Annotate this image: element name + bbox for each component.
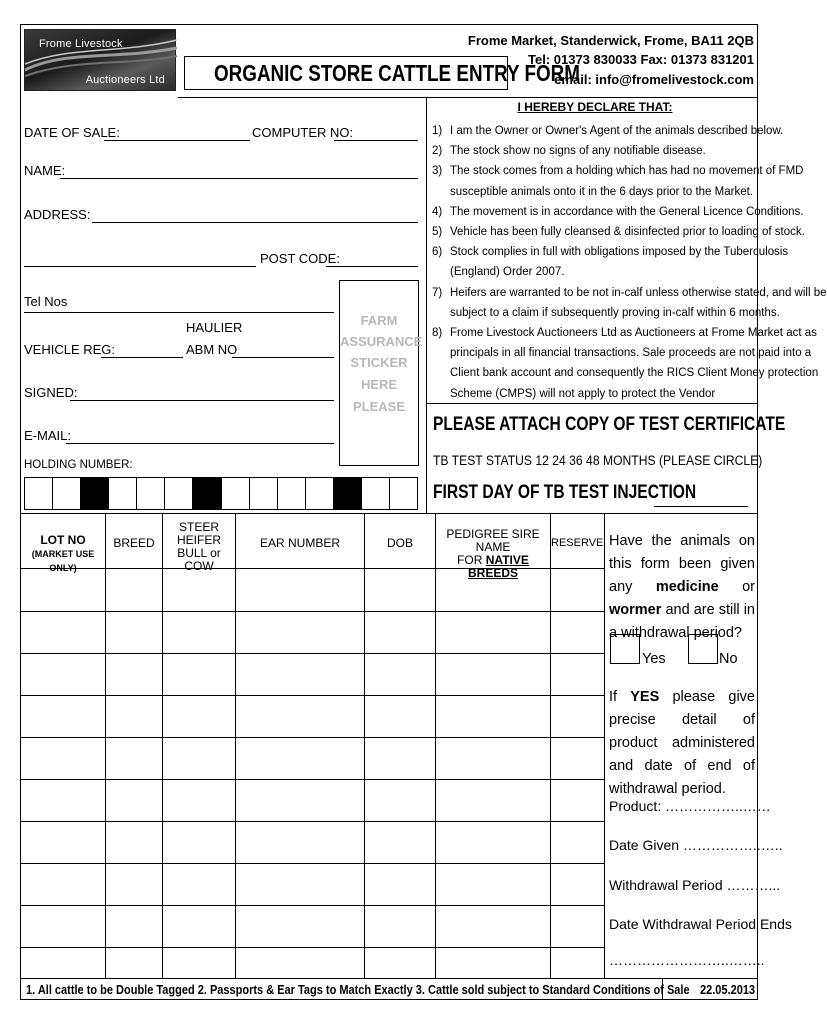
if-word: If xyxy=(609,689,631,705)
no-label: No xyxy=(719,651,738,667)
table-row-line xyxy=(20,821,604,822)
holding-separator xyxy=(81,478,109,509)
declaration-item xyxy=(432,141,758,161)
company-logo xyxy=(24,29,176,91)
col-sex-heifer: HEIFER xyxy=(176,533,221,547)
market-phone: Tel: 01373 830033 Fax: 01373 831201 xyxy=(528,52,754,67)
medicine-q2: and are still in a withdrawal period? xyxy=(609,602,755,641)
sticker-line: PLEASE xyxy=(352,399,405,414)
declaration-item xyxy=(432,343,812,363)
email-label: E-MAIL: xyxy=(24,428,71,443)
holding-digit-box[interactable] xyxy=(250,478,278,509)
date-given-field[interactable]: Date Given ……………..….. xyxy=(609,837,783,853)
date-of-sale-label: DATE OF SALE: xyxy=(24,125,120,140)
table-column-line xyxy=(235,513,236,978)
column-divider xyxy=(426,97,427,513)
haulier-label: HAULIER xyxy=(186,320,243,335)
holding-digit-box[interactable] xyxy=(222,478,250,509)
table-row-line xyxy=(20,737,604,738)
first-day-tb-injection-label: FIRST DAY OF TB TEST INJECTION xyxy=(433,482,697,503)
email-field[interactable] xyxy=(66,443,334,444)
yes-label: Yes xyxy=(642,651,666,667)
name-field[interactable] xyxy=(60,178,418,179)
declaration-item-text: Client bank account and consequently the RICS Client Money protection xyxy=(450,367,819,380)
declaration-item-text: The stock show no signs of any notifiable disease. xyxy=(450,145,706,158)
declaration-item-text: Frome Livestock Auctioneers Ltd as Auctioneers at Frome Market act as xyxy=(450,327,817,340)
holding-digit-box[interactable] xyxy=(109,478,137,509)
if-yes-instructions xyxy=(609,686,755,801)
market-email: email: info@fromelivestock.com xyxy=(554,72,754,87)
table-column-line xyxy=(435,513,436,978)
col-pedigree-line1: PEDIGREE SIRE NAME xyxy=(446,527,540,554)
declaration-item-text: subject to a claim if subsequently proving in-calf within 6 months. xyxy=(450,306,780,319)
declaration-item xyxy=(432,283,827,303)
holding-digit-box[interactable] xyxy=(137,478,165,509)
table-row-line xyxy=(20,653,604,654)
table-row-line xyxy=(20,779,604,780)
table-column-line xyxy=(550,513,551,978)
medicine-question xyxy=(609,530,755,645)
declaration-item-number: 6) xyxy=(432,246,443,259)
col-pedigree-for: FOR xyxy=(457,553,486,567)
declaration-item xyxy=(432,121,784,141)
sticker-line: HERE xyxy=(360,377,398,392)
declaration-item xyxy=(432,202,804,222)
declaration-list xyxy=(432,121,827,404)
holding-digit-box[interactable] xyxy=(165,478,193,509)
holding-digit-box[interactable] xyxy=(53,478,81,509)
address-field[interactable] xyxy=(92,222,418,223)
declaration-item-number: 1) xyxy=(432,125,443,137)
footer-divider xyxy=(20,978,758,979)
date-of-sale-field[interactable] xyxy=(104,140,250,141)
footer-notes: 1. All cattle to be Double Tagged 2. Passports & Ear Tags to Match Exactly 3. Cattle sold subject to Standard Conditions of Sale xyxy=(26,983,690,997)
product-field[interactable]: Product: ……………..…… xyxy=(609,798,771,814)
declaration-item-number: 5) xyxy=(432,226,443,239)
declaration-item xyxy=(432,323,817,343)
declaration-heading: I HEREBY DECLARE THAT: xyxy=(517,100,673,114)
vehicle-reg-field[interactable] xyxy=(101,357,183,358)
computer-no-field[interactable] xyxy=(334,140,418,141)
table-row-line xyxy=(20,947,604,948)
holding-digit-box[interactable] xyxy=(390,478,417,509)
header-divider xyxy=(178,97,758,98)
col-sex-steer: STEER xyxy=(178,520,219,534)
declaration-item xyxy=(432,262,758,282)
logo-line1: Frome Livestock xyxy=(39,38,123,50)
table-column-line xyxy=(604,513,605,978)
holding-number-boxes xyxy=(24,477,418,510)
declaration-item-number: 3) xyxy=(432,165,443,178)
medicine-q1: Have the animals on this form been given any xyxy=(609,533,755,595)
date-withdrawal-ends-label: Date Withdrawal Period Ends xyxy=(609,916,792,932)
holding-digit-box[interactable] xyxy=(362,478,390,509)
signed-label: SIGNED: xyxy=(24,385,78,400)
table-column-line xyxy=(105,513,106,978)
sticker-line: STICKER xyxy=(350,355,408,370)
vehicle-reg-label: VEHICLE REG: xyxy=(24,342,116,357)
table-row-line xyxy=(20,863,604,864)
withdrawal-period-field[interactable]: Withdrawal Period ………... xyxy=(609,877,781,893)
declaration-item-text: (England) Order 2007. xyxy=(450,266,565,279)
declaration-item-text: Heifers are warranted to be not in-calf unless otherwise stated, and will be xyxy=(450,286,827,299)
address-line2-field[interactable] xyxy=(24,266,256,267)
declaration-item-text: Vehicle has been fully cleansed & disinfected prior to loading of stock. xyxy=(450,226,805,239)
if-yes-rest: please give precise detail of product administered and date of end of withdrawal period. xyxy=(609,689,755,797)
title-box xyxy=(184,56,581,90)
col-pedigree-native: NATIVE BREEDS xyxy=(467,553,529,580)
abm-no-label: ABM NO xyxy=(186,342,238,357)
declaration-item-number: 7) xyxy=(432,286,443,299)
signed-field[interactable] xyxy=(70,400,334,401)
col-pedigree xyxy=(436,528,550,580)
declaration-item-text: principals in all financial transactions. Sale proceeds are not paid into a xyxy=(450,347,812,360)
table-row-line xyxy=(20,611,604,612)
first-day-tb-injection-field[interactable] xyxy=(654,506,748,507)
holding-number-label: HOLDING NUMBER: xyxy=(24,459,133,471)
table-column-line xyxy=(162,513,163,978)
declaration-item xyxy=(432,303,780,323)
post-code-label: POST CODE: xyxy=(260,251,340,266)
declaration-item-text: The movement is in accordance with the General Licence Conditions. xyxy=(450,205,804,218)
declaration-item xyxy=(432,182,758,202)
col-reserve: RESERVE xyxy=(551,537,604,549)
attach-certificate-notice: PLEASE ATTACH COPY OF TEST CERTIFICATE xyxy=(433,414,786,435)
abm-no-field[interactable] xyxy=(232,357,334,358)
col-dob: DOB xyxy=(386,536,413,550)
table-top-line xyxy=(20,513,758,514)
medicine-or: or xyxy=(718,579,755,595)
declaration-item xyxy=(432,384,758,404)
table-column-line xyxy=(364,513,365,978)
declaration-item xyxy=(432,161,804,181)
address-label: ADDRESS: xyxy=(24,207,91,222)
holding-separator xyxy=(334,478,362,509)
declaration-item xyxy=(432,363,819,383)
logo-line2: Auctioneers Ltd xyxy=(85,74,165,86)
tel-nos-label: Tel Nos xyxy=(24,294,68,309)
post-code-field[interactable] xyxy=(326,266,418,267)
declaration-item xyxy=(432,222,805,242)
col-sex-bull-cow: BULL or COW xyxy=(177,546,221,573)
form-title: ORGANIC STORE CATTLE ENTRY FORM xyxy=(213,60,581,86)
holding-digit-box[interactable] xyxy=(278,478,306,509)
market-address: Frome Market, Standerwick, Frome, BA11 2QB xyxy=(467,33,754,48)
col-ear-number: EAR NUMBER xyxy=(259,536,340,550)
medicine-word: medicine xyxy=(655,579,719,595)
declaration-item-text: Stock complies in full with obligations imposed by the Tuberculosis xyxy=(450,246,789,259)
tb-test-status: TB TEST STATUS 12 24 36 48 MONTHS (PLEASE CIRCLE) xyxy=(433,453,763,468)
holding-digit-box[interactable] xyxy=(306,478,334,509)
declaration-item-number: 2) xyxy=(432,145,443,158)
declaration-item-text: The stock comes from a holding which has had no movement of FMD xyxy=(450,165,804,178)
farm-assurance-sticker-box xyxy=(339,280,423,466)
col-breed: BREED xyxy=(113,536,155,550)
name-label: NAME: xyxy=(24,163,66,178)
date-withdrawal-ends-field[interactable]: ……………………..…….. xyxy=(609,952,765,968)
table-row-line xyxy=(20,695,604,696)
declaration-item-number: 8) xyxy=(432,327,443,340)
sticker-line: ASSURANCE xyxy=(340,334,423,349)
if-yes-word: YES xyxy=(630,689,660,705)
declaration-item-text: susceptible animals onto it in the 6 days prior to the Market. xyxy=(450,185,753,198)
col-lot-no xyxy=(21,534,105,575)
form-date: 22.05.2013 xyxy=(700,983,756,997)
no-checkbox[interactable] xyxy=(688,634,718,664)
col-sex xyxy=(163,521,235,573)
declaration-item-text: I am the Owner or Owner's Agent of the animals described below. xyxy=(450,125,784,137)
col-lot-no-label: LOT NO xyxy=(40,533,86,547)
table-row-line xyxy=(20,905,604,906)
computer-no-label: COMPUTER NO: xyxy=(252,125,354,140)
declaration-item xyxy=(432,242,789,262)
declaration-item-text: Scheme (CMPS) will not apply to protect the Vendor xyxy=(450,387,716,400)
yes-checkbox[interactable] xyxy=(610,634,640,664)
holding-digit-box[interactable] xyxy=(25,478,53,509)
holding-separator xyxy=(193,478,221,509)
tel-nos-field[interactable] xyxy=(24,312,334,313)
col-lot-no-sub: (MARKET USE ONLY) xyxy=(31,549,95,573)
declaration-item-number: 4) xyxy=(432,205,443,218)
sticker-line: FARM xyxy=(360,313,398,328)
wormer-word: wormer xyxy=(609,602,662,618)
